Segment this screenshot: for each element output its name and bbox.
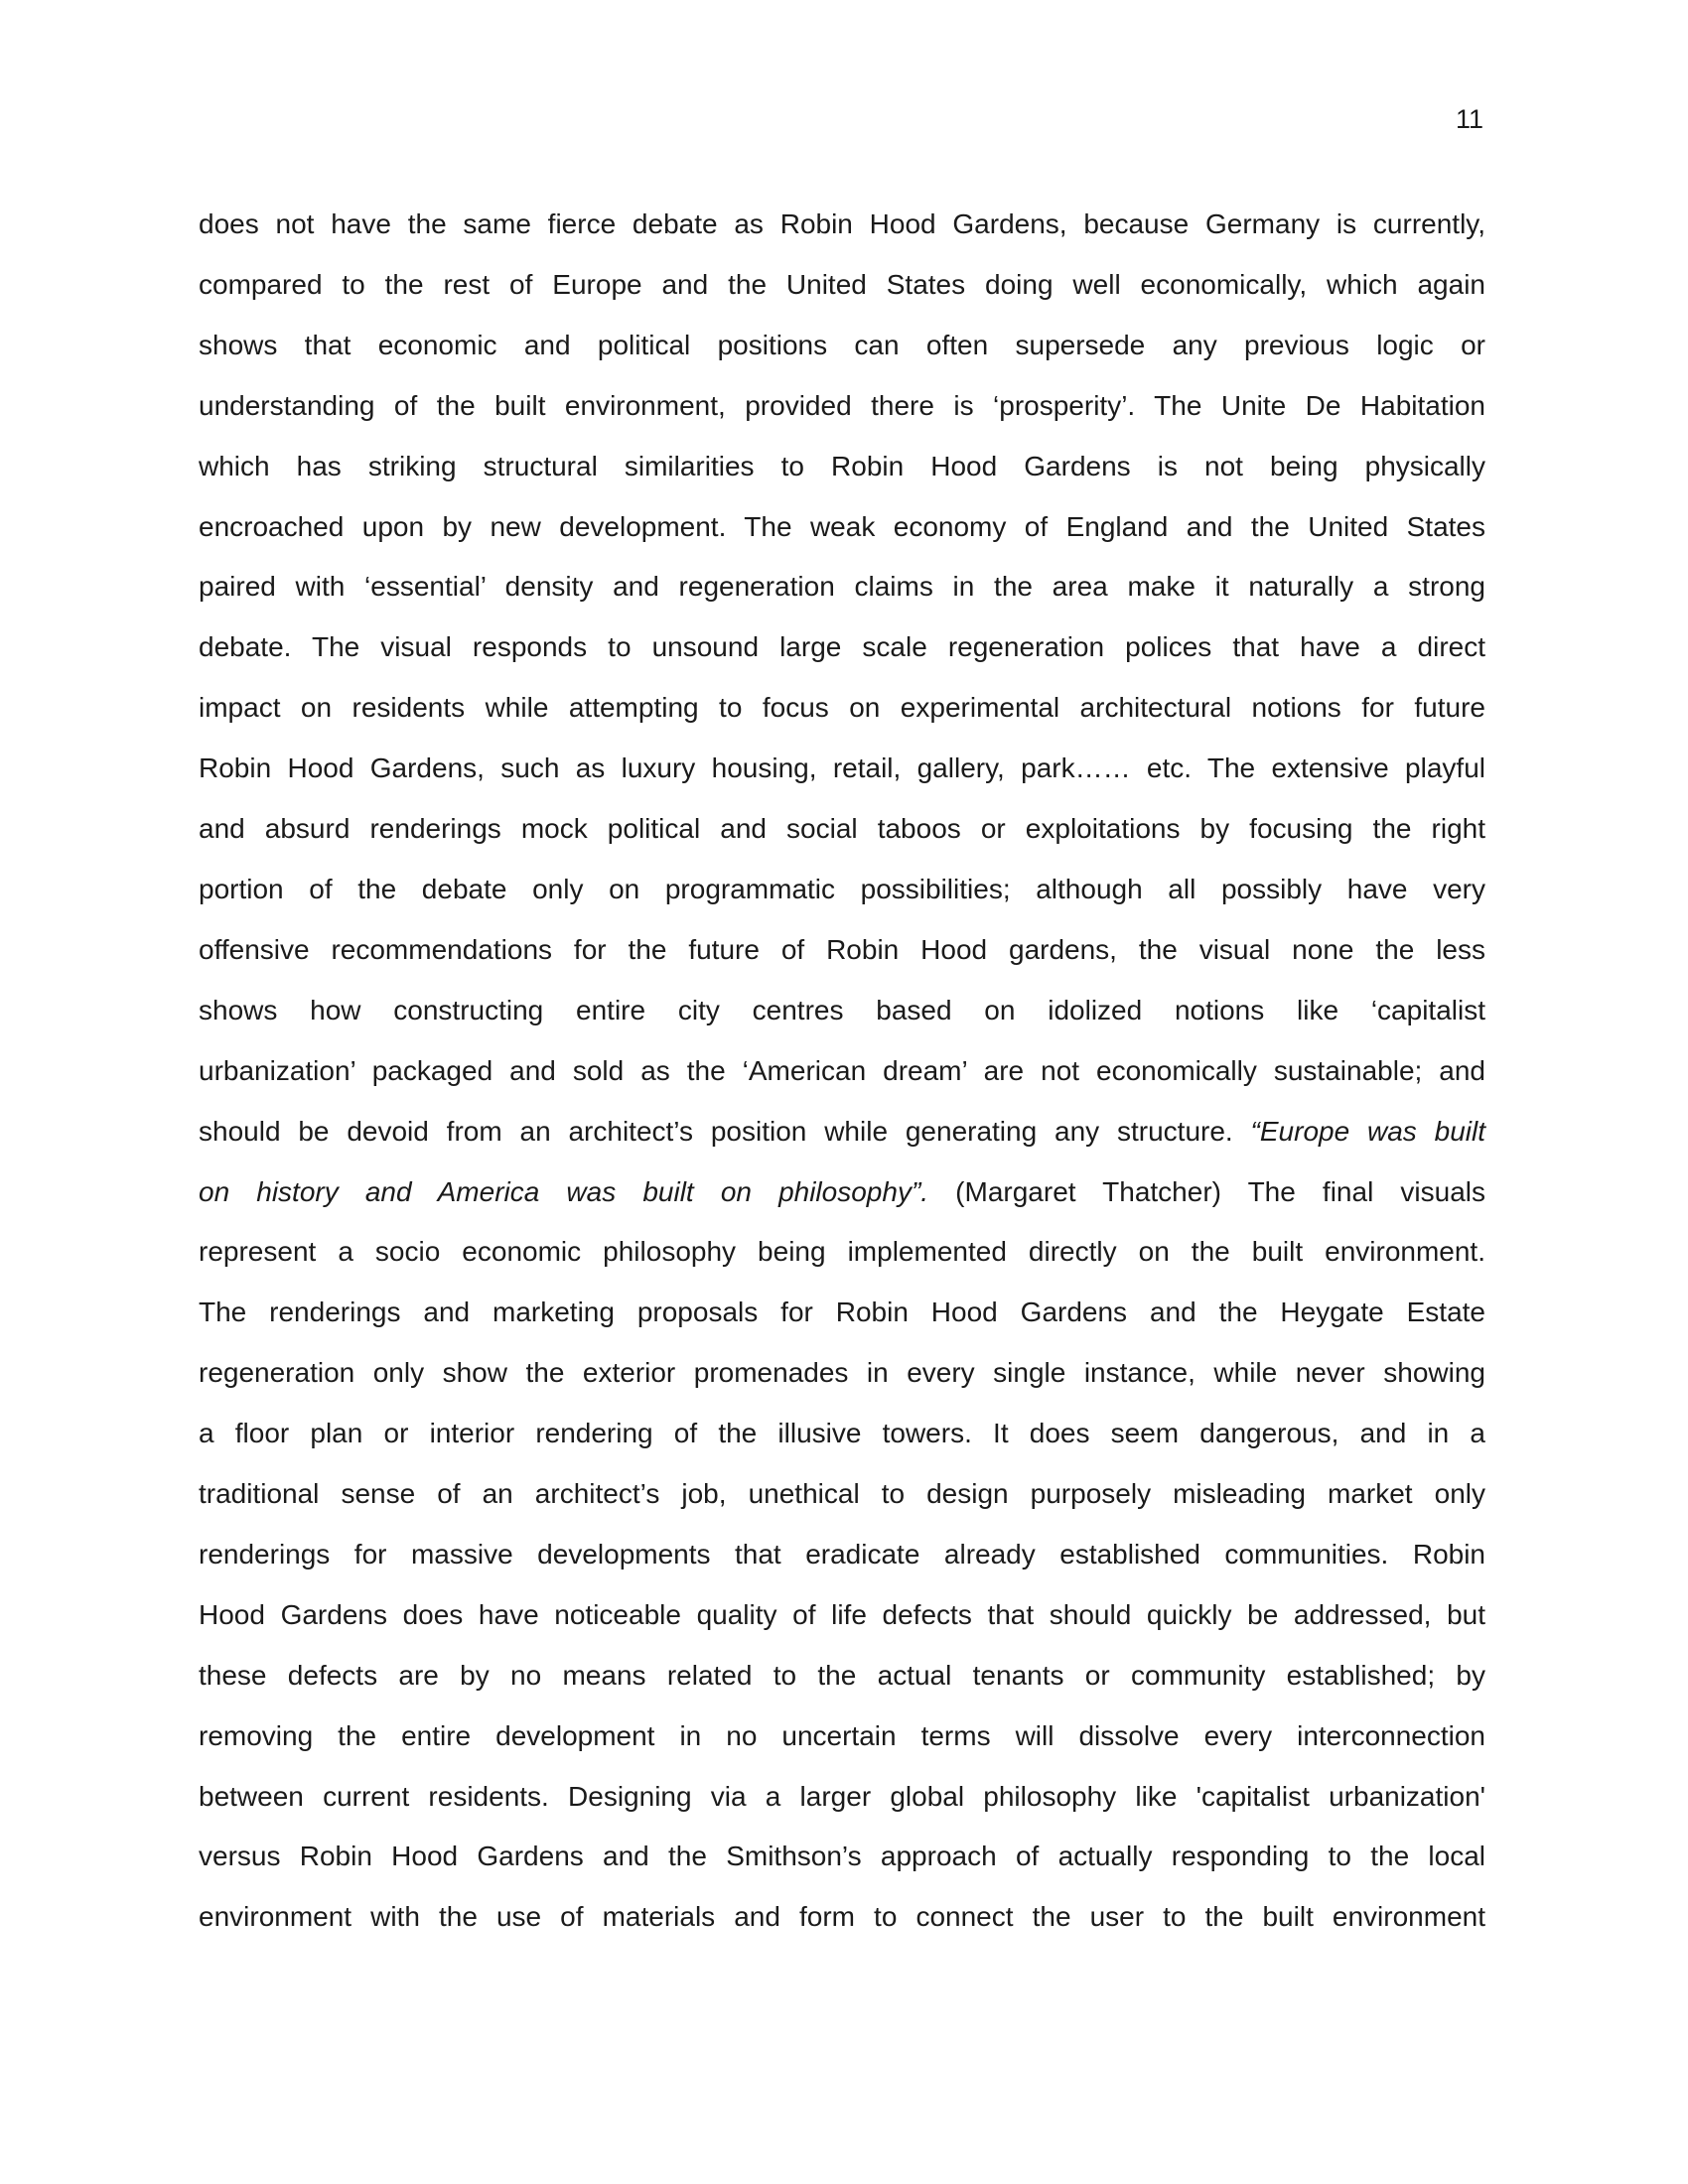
page-number: 11 [1455, 104, 1483, 134]
text-line: which has striking structural similarities to Robin Hood Gardens is not being physically [199, 450, 1485, 481]
text-line: offensive recommendations for the future of Robin Hood gardens, the visual none the less [199, 933, 1485, 965]
text-line-with-quote-start [199, 1102, 1485, 1162]
text-line: removing the entire development in no uncertain terms will dissolve every interconnection [199, 1719, 1485, 1751]
text-line: urbanization’ packaged and sold as the ‘American dream’ are not economically sustainable; and [199, 1054, 1485, 1086]
text-line: The renderings and marketing proposals for Robin Hood Gardens and the Heygate Estate [199, 1297, 1485, 1328]
text-line: renderings for massive developments that eradicate already established communities. Robin [199, 1538, 1485, 1570]
text-line: Robin Hood Gardens, such as luxury housing, retail, gallery, park…… etc. The extensive playful [199, 752, 1485, 784]
text-line: compared to the rest of Europe and the United States doing well economically, which again [199, 268, 1485, 300]
text-line: traditional sense of an architect’s job, unethical to design purposely misleading market only [199, 1478, 1485, 1510]
text-line: understanding of the built environment, provided there is ‘prosperity’. The Unite De Habitation [199, 389, 1485, 421]
text-line: shows that economic and political positions can often supersede any previous logic or [199, 329, 1485, 360]
text-line-with-quote-end [199, 1162, 1485, 1223]
body-paragraph [199, 195, 1485, 1948]
text-line: environment with the use of materials and form to connect the user to the built environment [199, 1901, 1485, 1933]
text-line: a floor plan or interior rendering of the illusive towers. It does seem dangerous, and in a [199, 1418, 1485, 1449]
text-line: encroached upon by new development. The weak economy of England and the United States [199, 510, 1485, 542]
text-line: and absurd renderings mock political and social taboos or exploitations by focusing the right [199, 813, 1485, 845]
text-line: does not have the same fierce debate as Robin Hood Gardens, because Germany is currently, [199, 208, 1485, 239]
text-line: represent a socio economic philosophy being implemented directly on the built environment. [199, 1236, 1485, 1268]
line-text: should be devoid from an architect’s position while generating any structure. [199, 1115, 1251, 1147]
thatcher-quote-start: “Europe was built [1250, 1115, 1485, 1147]
text-line: regeneration only show the exterior promenades in every single instance, while never showing [199, 1357, 1485, 1389]
thatcher-quote-end: on history and America was built on philosophy”. [199, 1175, 929, 1207]
text-line: versus Robin Hood Gardens and the Smithson’s approach of actually responding to the local [199, 1841, 1485, 1872]
text-line: shows how constructing entire city centres based on idolized notions like ‘capitalist [199, 994, 1485, 1025]
text-line: these defects are by no means related to the actual tenants or community established; by [199, 1659, 1485, 1691]
text-line: portion of the debate only on programmatic possibilities; although all possibly have very [199, 873, 1485, 904]
text-line: Hood Gardens does have noticeable quality of life defects that should quickly be addressed, but [199, 1598, 1485, 1630]
text-line: debate. The visual responds to unsound large scale regeneration polices that have a direct [199, 631, 1485, 663]
text-line: paired with ‘essential’ density and regeneration claims in the area make it naturally a strong [199, 571, 1485, 603]
text-line: between current residents. Designing via a larger global philosophy like 'capitalist urbanization' [199, 1780, 1485, 1812]
text-line: impact on residents while attempting to focus on experimental architectural notions for future [199, 692, 1485, 724]
line-text: (Margaret Thatcher) The final visuals [928, 1175, 1485, 1207]
